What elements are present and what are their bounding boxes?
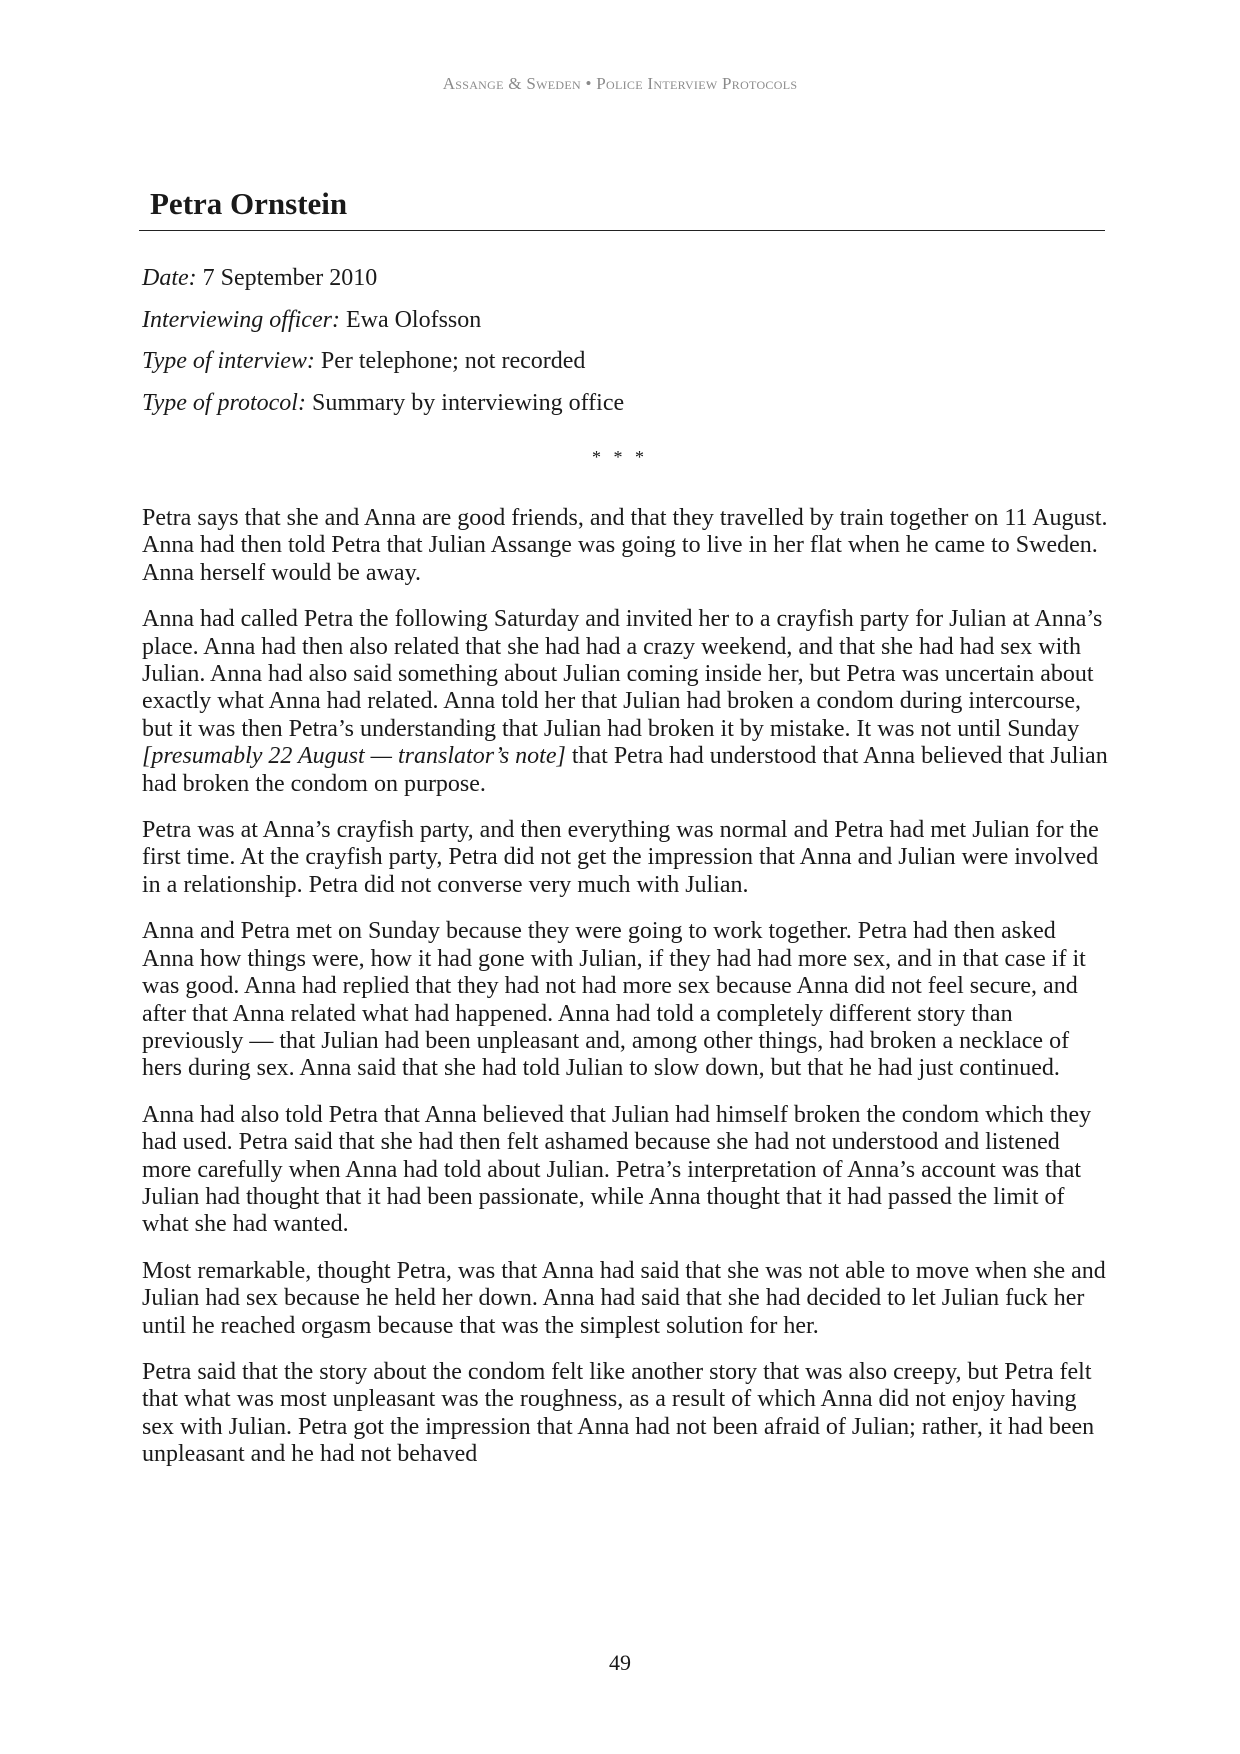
meta-officer bbox=[142, 300, 1102, 342]
running-header: Assange & Sweden • Police Interview Protocols bbox=[442, 74, 798, 93]
meta-protocol-type-label: Type of protocol: bbox=[142, 389, 306, 416]
interview-summary bbox=[142, 505, 1108, 1488]
meta-officer-value: Ewa Olofsson bbox=[345, 306, 482, 333]
translator-note: [presumably 22 August — translator’s note] bbox=[142, 743, 566, 770]
paragraph-2 bbox=[142, 606, 1108, 798]
paragraph-7: Petra said that the story about the condom felt like another story that was also creepy, but Petra felt that what was most unpleasant was the roughness, as a result of which Anna did not enjoy having sex with Julian. Petra got the impression that Anna had not been afraid of Julian; rather, it had been unpleasant and he had not behaved bbox=[142, 1358, 1095, 1468]
section-separator: * * * bbox=[592, 447, 648, 467]
meta-protocol-type-value: Summary by interviewing office bbox=[311, 389, 625, 416]
paragraph-1: Petra says that she and Anna are good friends, and that they travelled by train together on 11 August. Anna had then told Petra that Julian Assange was going to live in her flat when he came to Sweden. Anna herself would be away. bbox=[142, 505, 1108, 586]
interview-metadata bbox=[142, 258, 1102, 424]
meta-date bbox=[142, 258, 1102, 300]
paragraph-2-part-a: Anna had called Petra the following Saturday and invited her to a crayfish party for Julian at Anna’s place. Anna had then also related that she had had a crazy weekend, and that she had had sex with Julian. Anna had also said something about Julian coming inside her, but Petra was uncertain about exactly what Anna had related. Anna told her that Julian had broken a condom during intercourse, but it was then Petra’s understanding that Julian had broken it by mistake. It was not until Sunday bbox=[142, 606, 1103, 742]
meta-date-label: Date: bbox=[142, 265, 197, 291]
paragraph-3: Petra was at Anna’s crayfish party, and then everything was normal and Petra had met Julian for the first time. At the crayfish party, Petra did not get the impression that Anna and Julian were involved in a relationship. Petra did not converse very much with Julian. bbox=[142, 817, 1099, 898]
title-rule bbox=[139, 230, 1105, 231]
meta-date-value: 7 September 2010 bbox=[202, 265, 378, 291]
paragraph-2-part-b: that Petra had understood that Anna believed that Julian had broken the condom on purpose. bbox=[142, 743, 1108, 797]
meta-interview-type-value: Per telephone; not recorded bbox=[320, 348, 586, 374]
paragraph-4: Anna and Petra met on Sunday because they were going to work together. Petra had then asked Anna how things were, how it had gone with Julian, if they had had more sex, and in that case if it was good. Anna had replied that they had not had more sex because Anna did not feel secure, and after that Anna related what had happened. Anna had told a completely different story than previously — that Julian had been unpleasant and, among other things, had broken a necklace of hers during sex. Anna said that she had told Julian to slow down, but that he had just continued. bbox=[142, 918, 1086, 1082]
paragraph-6: Most remarkable, thought Petra, was that Anna had said that she was not able to move when she and Julian had sex because he held her down. Anna had said that she had decided to let Julian fuck her until he reached orgasm because that was the simplest solution for her. bbox=[142, 1257, 1106, 1339]
meta-interview-type bbox=[142, 341, 1102, 383]
page-number: 49 bbox=[609, 1650, 631, 1675]
page-title: Petra Ornstein bbox=[150, 186, 348, 221]
meta-protocol-type bbox=[142, 383, 1102, 425]
meta-interview-type-label: Type of interview: bbox=[142, 348, 315, 374]
paragraph-5: Anna had also told Petra that Anna believed that Julian had himself broken the condom which they had used. Petra said that she had then felt ashamed because she had not understood and listened more carefully when Anna had told about Julian. Petra’s interpretation of Anna’s account was that Julian had thought that it had been passionate, while Anna thought that it had passed the limit of what she had wanted. bbox=[142, 1101, 1092, 1238]
meta-officer-label: Interviewing officer: bbox=[142, 306, 340, 333]
